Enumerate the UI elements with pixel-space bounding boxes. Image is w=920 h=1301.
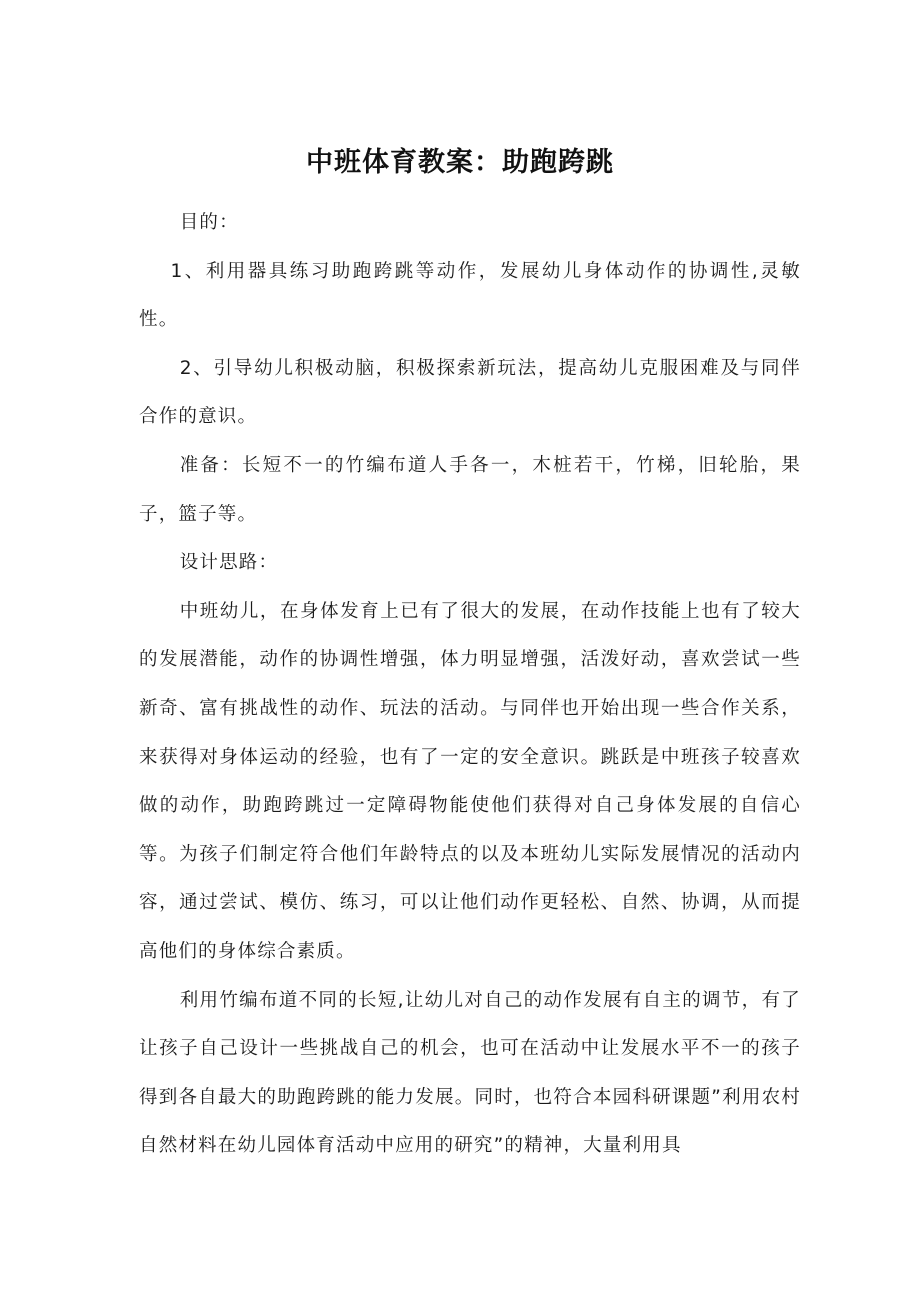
design-paragraph-2: 利用竹编布道不同的长短,让幼儿对自己的动作发展有自主的调节，有了让孩子自己设计一些挑战自己的机会，也可在活动中让发展水平不一的孩子得到各自最大的助跑跨跳的能力发展。同时，也符合本园科研课题”利用农村自然材料在幼儿园体育活动中应用的研究”的精神，大量利用具 bbox=[139, 989, 801, 1157]
section-heading-purpose: 目的： bbox=[179, 212, 239, 233]
document-title: 中班体育教案：助跑跨跳 bbox=[306, 147, 614, 178]
preparation-paragraph: 准备：长短不一的竹编布道人手各一，木桩若干，竹梯，旧轮胎，果子，篮子等。 bbox=[139, 454, 801, 525]
design-paragraph-1: 中班幼儿，在身体发育上已有了很大的发展，在动作技能上也有了较大的发展潜能，动作的协调性增强，体力明显增强，活泼好动，喜欢尝试一些新奇、富有挑战性的动作、玩法的活动。与同伴也开始出现一些合作关系，来获得对身体运动的经验，也有了一定的安全意识。跳跃是中班孩子较喜欢做的动作，助跑跨跳过一定障碍物能使他们获得对自己身体发展的自信心等。为孩子们制定符合他们年龄特点的以及本班幼儿实际发展情况的活动内容，通过尝试、模仿、练习，可以让他们动作更轻松、自然、协调，从而提高他们的身体综合素质。 bbox=[139, 600, 801, 962]
section-heading-design: 设计思路： bbox=[179, 552, 279, 574]
purpose-item-1: 1、利用器具练习助跑跨跳等动作，发展幼儿身体动作的协调性,灵敏性。 bbox=[139, 260, 801, 331]
document-body bbox=[139, 199, 801, 1171]
purpose-item-2: 2、引导幼儿积极动脑，积极探索新玩法，提高幼儿克服困难及与同伴合作的意识。 bbox=[139, 357, 801, 428]
